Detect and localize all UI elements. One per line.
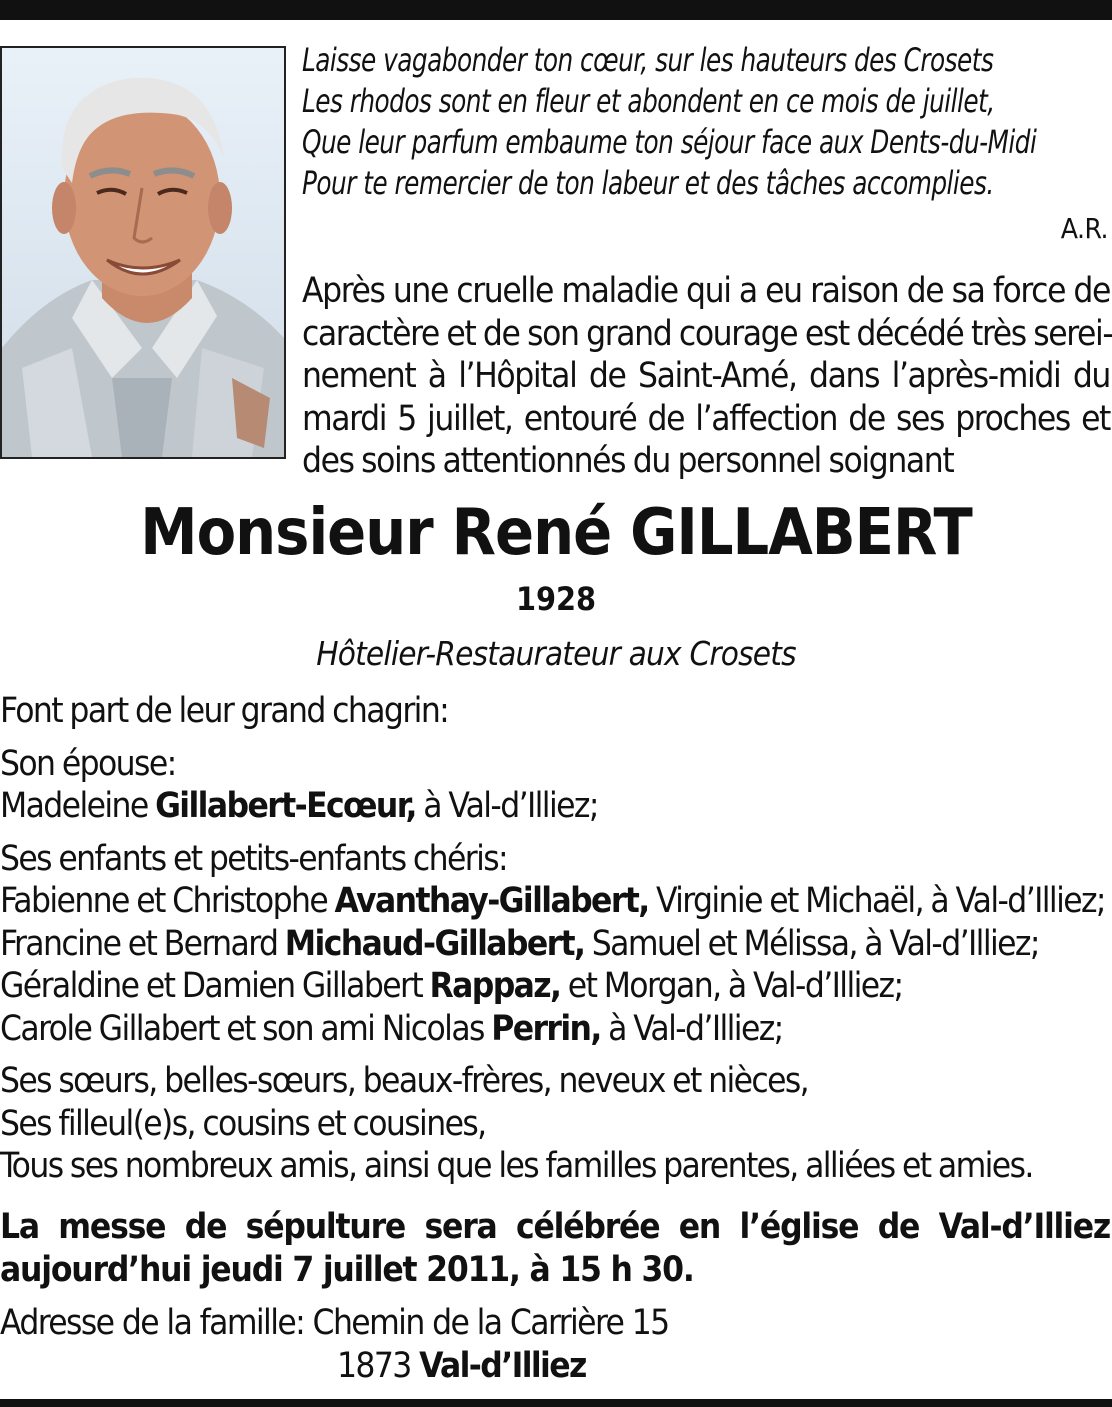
child-entry: Géraldine et Damien Gillabert Rappaz, et Morgan, à Val-d’Illiez; [0,966,903,1006]
family-section [0,690,1112,1188]
announcement-line: mardi 5 juillet, entouré de l’affection de ses proches et [302,398,1110,439]
portrait-photo [0,46,286,459]
death-announcement [302,270,1110,483]
family-address [0,1302,1112,1387]
relatives-line: Tous ses nombreux amis, ainsi que les familles parentes, alliées et amies. [0,1146,1033,1186]
funeral-mass-notice [0,1206,1110,1292]
spouse-heading: Son épouse: [0,743,176,784]
announcement-line: nement à l’Hôpital de Saint-Amé, dans l’après-midi du [302,356,1110,396]
deceased-name: Monsieur René GILLABERT [140,496,972,570]
announcement-line: caractère et de son grand courage est décédé très serei- [302,313,1112,354]
address-city-line: 1873 Val-d’Illiez [337,1345,586,1386]
address-line: Adresse de la famille: Chemin de la Carrière 15 [0,1303,669,1343]
memorial-poem [302,40,1037,204]
poem-line: Les rhodos sont en fleur et abondent en ce mois de juillet, [302,82,995,120]
child-entry: Francine et Bernard Michaud-Gillabert, Samuel et Mélissa, à Val-d’Illiez; [0,923,1039,964]
ceremony-line: aujourd’hui jeudi 7 juillet 2011, à 15 h 30. [0,1250,694,1290]
poem-signature: A.R. [1060,212,1108,245]
deceased-profession: Hôtelier-Restaurateur aux Crosets [316,634,796,673]
announcement-line: Après une cruelle maladie qui a eu raison de sa force de [302,271,1110,311]
children-heading: Ses enfants et petits-enfants chéris: [0,838,508,879]
bottom-rule [0,1399,1112,1407]
child-entry: Carole Gillabert et son ami Nicolas Perrin, à Val-d’Illiez; [0,1008,783,1049]
spouse-entry: Madeleine Gillabert-Ecœur, à Val-d’Illiez; [0,786,598,826]
poem-line: Laisse vagabonder ton cœur, sur les hauteurs des Crosets [302,41,994,79]
child-entry: Fabienne et Christophe Avanthay-Gillabert, Virginie et Michaël, à Val-d’Illiez; [0,881,1105,921]
intro-text: Font part de leur grand chagrin: [0,691,449,731]
announcement-line: des soins attentionnés du personnel soignant [302,441,954,481]
poem-line: Pour te remercier de ton labeur et des tâches accomplies. [302,164,994,202]
ceremony-line: La messe de sépulture sera célébrée en l’église de Val-d’Illiez [0,1207,1110,1247]
poem-line: Que leur parfum embaume ton séjour face aux Dents-du-Midi [302,123,1037,161]
birth-year: 1928 [515,580,597,618]
relatives-line: Ses sœurs, belles-sœurs, beaux-frères, neveux et nièces, [0,1061,809,1101]
top-rule [0,0,1112,20]
relatives-line: Ses filleul(e)s, cousins et cousines, [0,1103,486,1144]
